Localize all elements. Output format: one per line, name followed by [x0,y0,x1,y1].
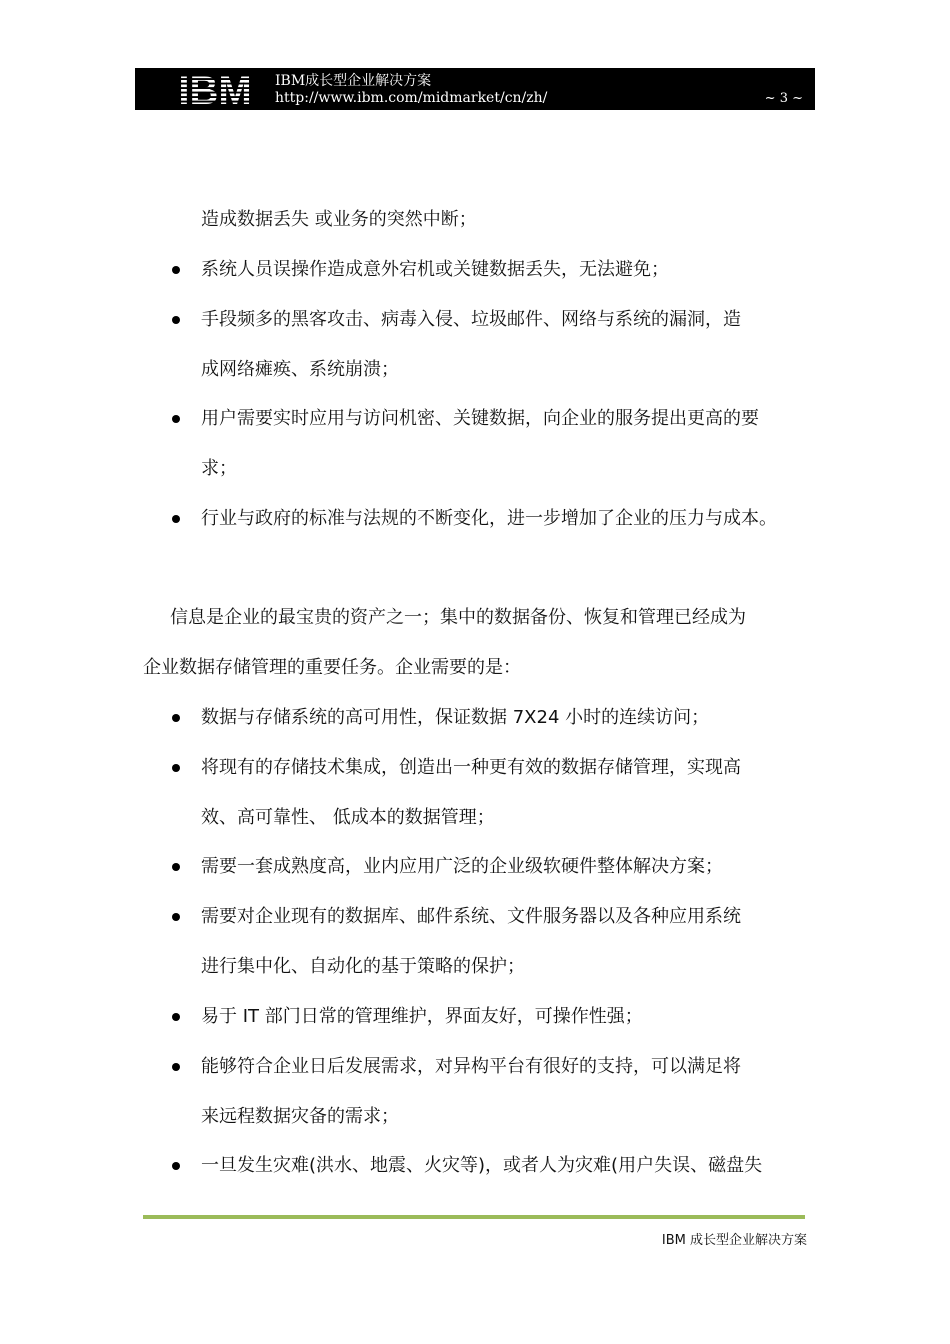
header-url[interactable]: http://www.ibm.com/midmarket/cn/zh/ [275,90,548,106]
bullet-icon [172,266,180,274]
body-line: 成网络瘫痪、系统崩溃； [201,359,399,380]
footer-rule [143,1215,805,1219]
footer-text: IBM 成长型企业解决方案 [661,1233,807,1248]
body-line: 易于 IT 部门日常的管理维护，界面友好，可操作性强； [201,1006,643,1027]
body-line: 进行集中化、自动化的基于策略的保护； [201,956,525,977]
body-line: 系统人员误操作造成意外宕机或关键数据丢失，无法避免； [201,259,669,280]
body-line: 行业与政府的标准与法规的不断变化，进一步增加了企业的压力与成本。 [201,508,777,529]
bullet-icon [172,515,180,523]
body-line: 造成数据丢失 或业务的突然中断； [201,209,477,230]
page-header [135,68,815,110]
bullet-icon [172,714,180,722]
page-number: ~ 3 ~ [764,91,803,106]
bullet-icon [172,764,180,772]
body-line: 手段频多的黑客攻击、病毒入侵、垃圾邮件、网络与系统的漏洞，造 [201,309,741,330]
bullet-icon [172,863,180,871]
body-line: 需要一套成熟度高，业内应用广泛的企业级软硬件整体解决方案； [201,856,723,877]
body-line: 能够符合企业日后发展需求，对异构平台有很好的支持，可以满足将 [201,1056,741,1077]
header-title: IBM成长型企业解决方案 [275,73,432,89]
paragraph-line: 信息是企业的最宝贵的资产之一；集中的数据备份、恢复和管理已经成为 [170,607,746,628]
body-line: 将现有的存储技术集成，创造出一种更有效的数据存储管理，实现高 [201,757,741,778]
body-line: 需要对企业现有的数据库、邮件系统、文件服务器以及各种应用系统 [201,906,741,927]
bullet-icon [172,1063,180,1071]
body-line: 数据与存储系统的高可用性，保证数据 7X24 小时的连续访问； [201,707,710,728]
body-line: 效、高可靠性、 低成本的数据管理； [201,807,495,828]
body-line: 求； [201,458,237,479]
bullet-icon [172,1013,180,1021]
paragraph-line: 企业数据存储管理的重要任务。企业需要的是： [143,657,521,678]
bullet-icon [172,1162,180,1170]
bullet-icon [172,415,180,423]
svg-text:IBM: IBM [178,71,252,107]
bullet-icon [172,316,180,324]
body-line: 一旦发生灾难(洪水、地震、火灾等)，或者人为灾难(用户失误、磁盘失 [201,1155,763,1176]
body-line: 来远程数据灾备的需求； [201,1106,399,1127]
body-line: 用户需要实时应用与访问机密、关键数据，向企业的服务提出更高的要 [201,408,759,429]
bullet-icon [172,913,180,921]
ibm-logo [165,71,265,107]
